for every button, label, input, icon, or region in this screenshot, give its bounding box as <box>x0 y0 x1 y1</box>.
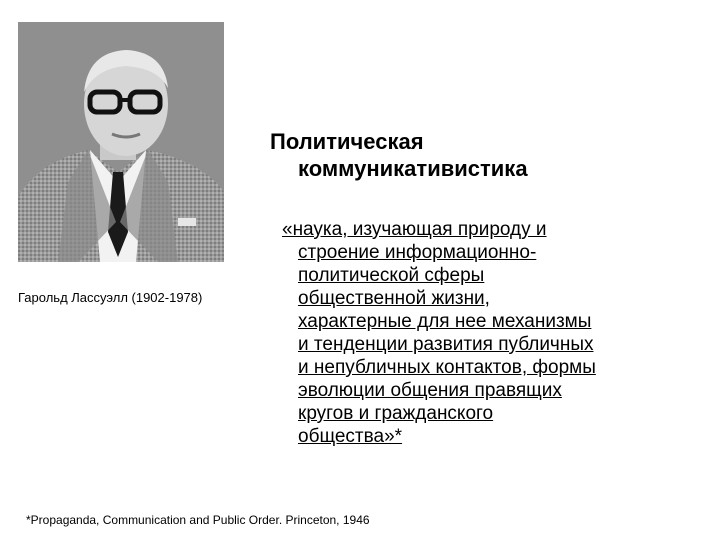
photo-caption: Гарольд Лассуэлл (1902-1978) <box>18 290 203 305</box>
quote-line-6: и тенденции развития публичных <box>298 334 594 355</box>
title-line-1: Политическая <box>270 129 424 154</box>
slide-title <box>270 128 700 182</box>
title-line-2: коммуникативистика <box>298 156 528 181</box>
quote-line-3: политической сферы <box>298 265 485 286</box>
portrait-photo <box>18 22 224 262</box>
quote-line-7: и непубличных контактов, формы <box>298 357 596 378</box>
quote-line-5: характерные для нее механизмы <box>298 311 592 332</box>
portrait-illustration <box>18 22 224 262</box>
quote-line-10: общества»* <box>298 426 403 447</box>
footnote: *Propaganda, Communication and Public Order. Princeton, 1946 <box>26 513 370 527</box>
quote-line-8: эволюции общения правящих <box>298 380 562 401</box>
quote-line-1: «наука, изучающая природу и <box>282 219 547 240</box>
quote-line-2: строение информационно- <box>298 242 537 263</box>
definition-quote <box>282 218 702 448</box>
quote-line-9: кругов и гражданского <box>298 403 494 424</box>
quote-line-4: общественной жизни, <box>298 288 490 309</box>
